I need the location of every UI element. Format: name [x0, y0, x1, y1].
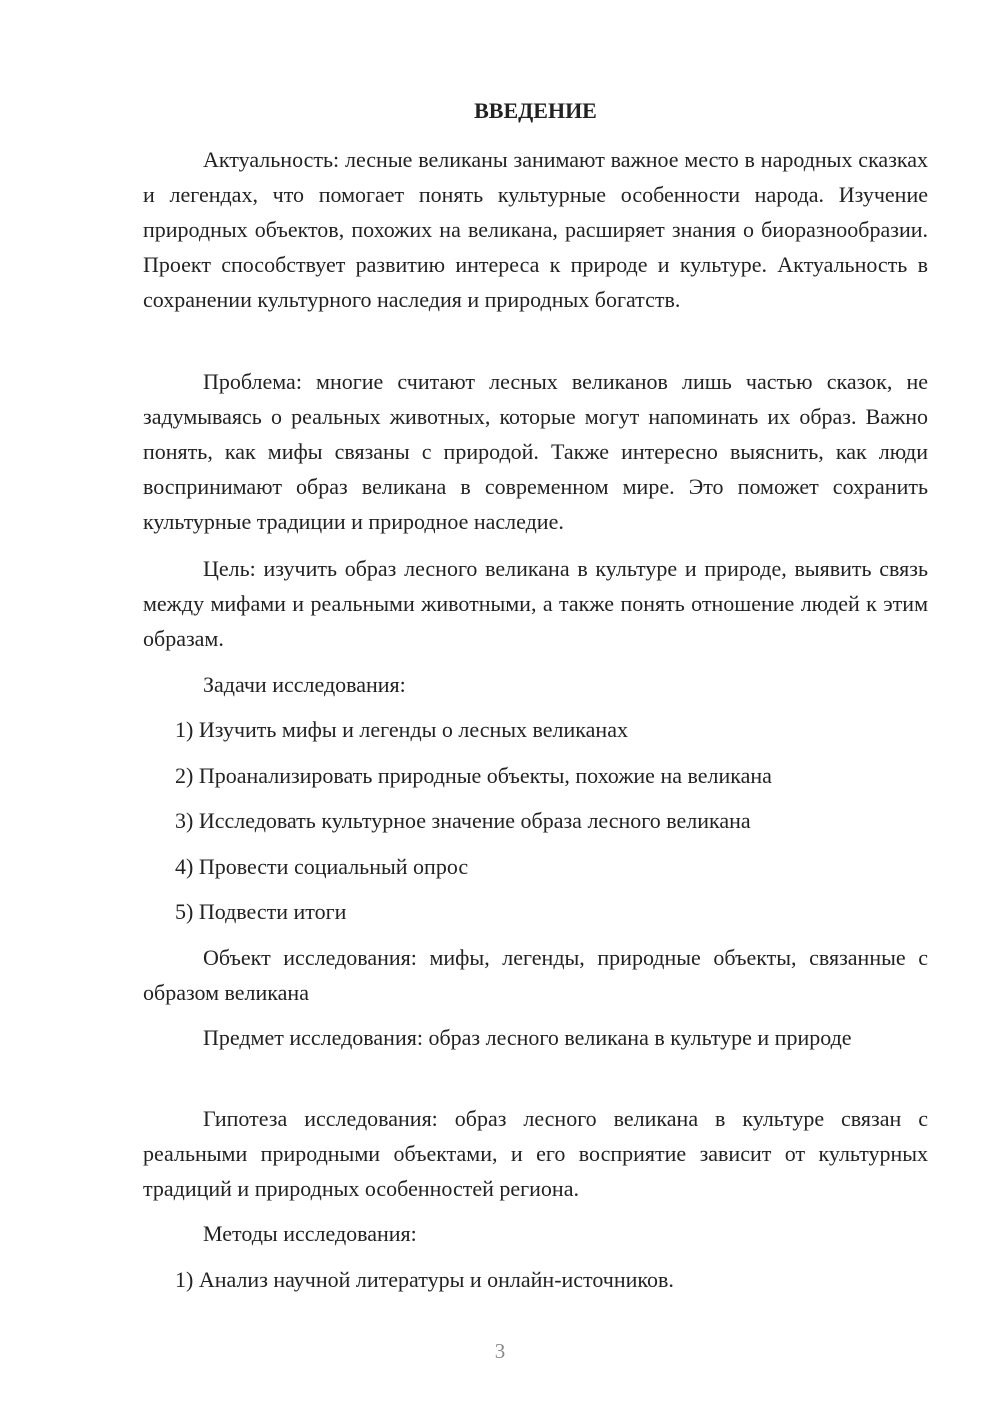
subject-paragraph: Предмет исследования: образ лесного великана в культуре и природе: [203, 1025, 852, 1050]
tasks-heading: Задачи исследования:: [203, 672, 406, 697]
goal-paragraph: Цель: изучить образ лесного великана в культуре и природе, выявить связь между мифами и реальными животными, а также понять отношение людей к этим образам.: [143, 556, 928, 651]
section-title: ВВЕДЕНИЕ: [474, 98, 597, 123]
problem-paragraph: Проблема: многие считают лесных великанов лишь частью сказок, не задумываясь о реальных животных, которые могут напоминать их образ. Важно понять, как мифы связаны с природой. Также интересно выяснить, как люди воспринимают образ великана в современном мире. Это поможет сохранить культурные традиции и природное наследие.: [143, 369, 928, 534]
task-item: 1) Изучить мифы и легенды о лесных великанах: [175, 717, 628, 742]
relevance-paragraph: Актуальность: лесные великаны занимают важное место в народных сказках и легендах, что помогает понять культурные особенности народа. Изучение природных объектов, похожих на великана, расширяет знания о биоразнообразии. Проект способствует развитию интереса к природе и культуре. Актуальность в сохранении культурного наследия и природных богатств.: [143, 147, 928, 312]
task-item: 3) Исследовать культурное значение образа лесного великана: [175, 808, 751, 833]
methods-heading: Методы исследования:: [203, 1221, 417, 1246]
hypothesis-paragraph: Гипотеза исследования: образ лесного великана в культуре связан с реальными природными объектами, и его восприятие зависит от культурных традиций и природных особенностей региона.: [143, 1106, 928, 1201]
task-item: 5) Подвести итоги: [175, 899, 347, 924]
task-item: 2) Проанализировать природные объекты, похожие на великана: [175, 763, 772, 788]
task-item: 4) Провести социальный опрос: [175, 854, 469, 879]
object-paragraph: Объект исследования: мифы, легенды, природные объекты, связанные с образом великана: [143, 945, 928, 1005]
page-number: 3: [494, 1339, 506, 1363]
method-item: 1) Анализ научной литературы и онлайн-источников.: [175, 1267, 674, 1292]
